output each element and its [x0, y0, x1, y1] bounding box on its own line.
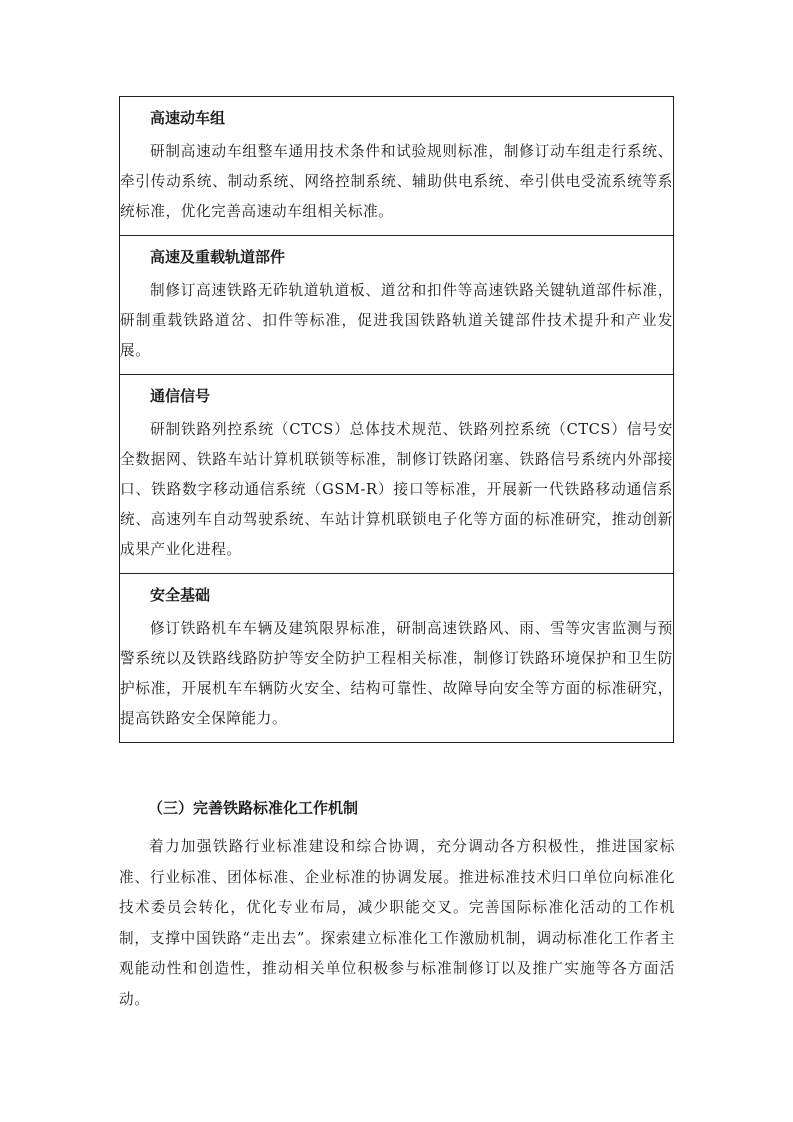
table-row-safety [120, 573, 673, 742]
row-title: 高速动车组 [150, 109, 226, 127]
row-title: 通信信号 [150, 387, 211, 405]
row-body: 研制铁路列控系统（CTCS）总体技术规范、铁路列控系统（CTCS）信号安全数据网、铁路车站计算机联锁等标准，制修订铁路闭塞、铁路信号系统内外部接口、铁路数字移动通信系统（GSM-R）接口等标准，开展新一代铁路移动通信系统、高速列车自动驾驶系统、车站计算机联锁电子化等方面的标准研究，推动创新成果产业化进程。 [120, 421, 673, 558]
section-paragraph: 着力加强铁路行业标准建设和综合协调，充分调动各方积极性，推进国家标准、行业标准、团体标准、企业标准的协调发展。推进标准技术归口单位向标准化技术委员会转化，优化专业布局，减少职能交叉。完善国际标准化活动的工作机制，支撑中国铁路“走出去”。探索建立标准化工作激励机制，调动标准化工作者主观能动性和创造性，推动相关单位积极参与标准制修订以及推广实施等各方面活动。 [119, 838, 675, 1008]
row-title: 安全基础 [150, 586, 211, 604]
row-title: 高速及重载轨道部件 [150, 248, 286, 266]
row-body: 制修订高速铁路无砟轨道轨道板、道岔和扣件等高速铁路关键轨道部件标准，研制重载铁路道岔、扣件等标准，促进我国铁路轨道关键部件技术提升和产业发展。 [120, 282, 673, 359]
section-heading: （三）完善铁路标准化工作机制 [148, 799, 359, 817]
standards-table [119, 96, 674, 743]
row-body: 修订铁路机车车辆及建筑限界标准，研制高速铁路风、雨、雪等灾害监测与预警系统以及铁路线路防护等安全防护工程相关标准，制修订铁路环境保护和卫生防护标准，开展机车车辆防火安全、结构可靠性、故障导向安全等方面的标准研究，提高铁路安全保障能力。 [120, 620, 673, 727]
table-row-emu [120, 97, 673, 235]
table-row-signal [120, 374, 673, 573]
table-row-track [120, 235, 673, 374]
row-body: 研制高速动车组整车通用技术条件和试验规则标准，制修订动车组走行系统、牵引传动系统、制动系统、网络控制系统、辅助供电系统、牵引供电受流系统等系统标准，优化完善高速动车组相关标准。 [120, 143, 673, 220]
